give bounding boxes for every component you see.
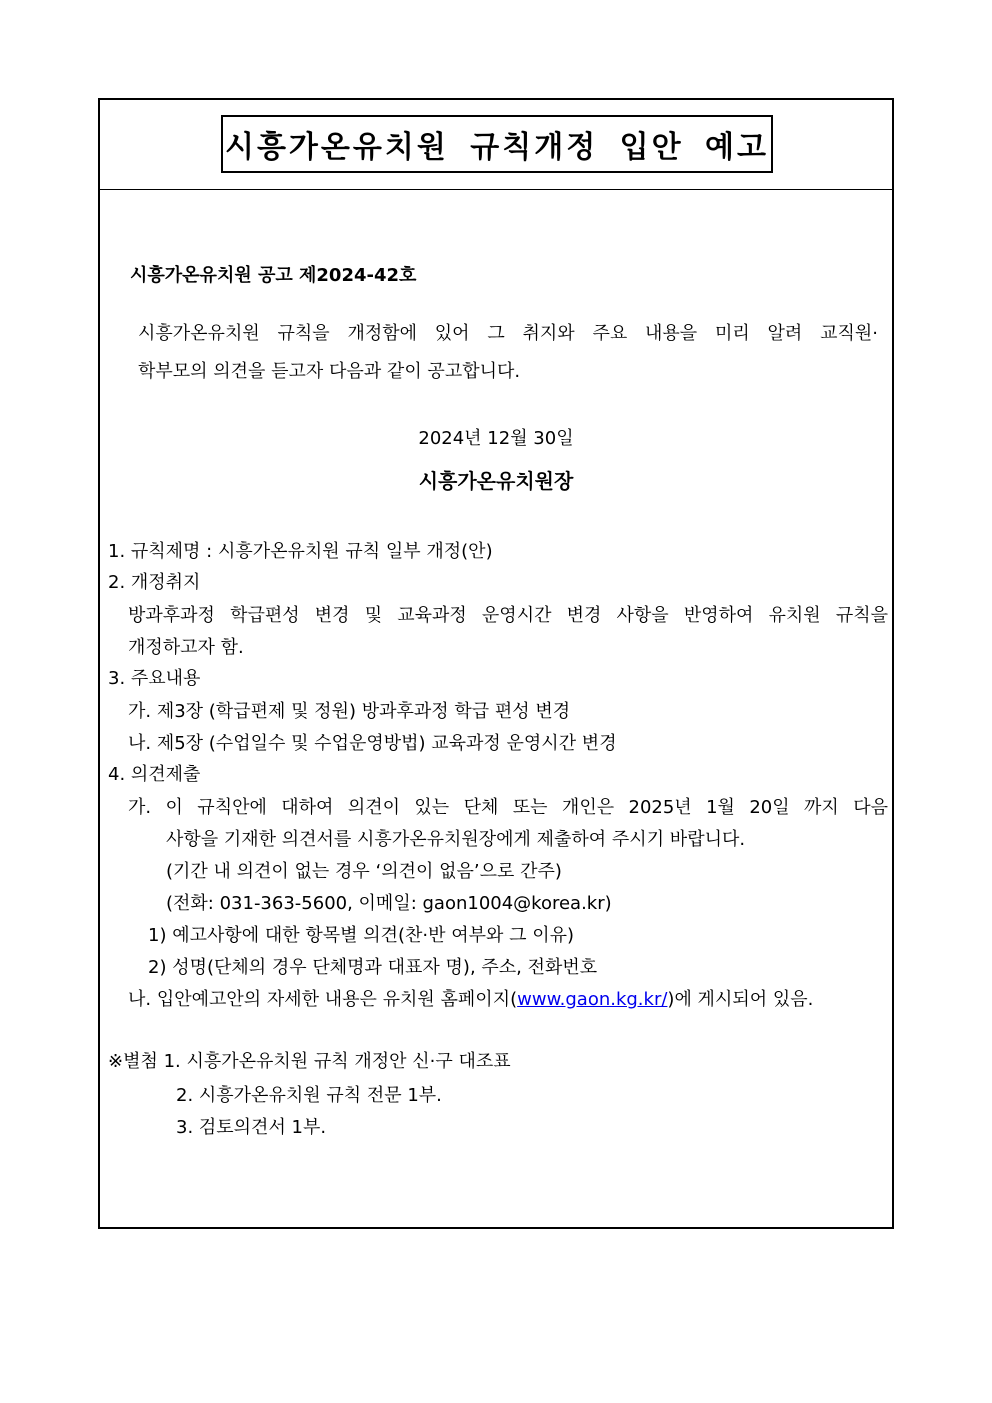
page-title: 시흥가온유치원 규칙개정 입안 예고 <box>224 130 770 165</box>
notice-number: 시흥가온유치원 공고 제2024-42호 <box>130 265 417 286</box>
section-3-item-1: 가. 제3장 (학급편제 및 정원) 방과후과정 학급 편성 변경 <box>128 701 571 722</box>
intro-line-2: 학부모의 의견을 듣고자 다음과 같이 공고합니다. <box>138 361 521 382</box>
attachment-3: 3. 검토의견서 1부. <box>176 1117 327 1138</box>
section-3-item-2: 나. 제5장 (수업일수 및 수업운영방법) 교육과정 운영시간 변경 <box>128 733 617 754</box>
notice-date: 2024년 12월 30일 <box>418 428 574 449</box>
intro-line-1: 시흥가온유치원 규칙을 개정함에 있어 그 취지와 주요 내용을 미리 알려 교직원· <box>138 323 878 344</box>
section-4-ga-line-4: (전화: 031-363-5600, 이메일: gaon1004@korea.kr) <box>166 893 612 914</box>
attachment-1: ※별첨 1. 시흥가온유치원 규칙 개정안 신·구 대조표 <box>108 1051 511 1072</box>
title-box <box>221 115 773 173</box>
section-4-ga-line-1: 가. 이 규칙안에 대하여 의견이 있는 단체 또는 개인은 2025년 1월 20일 까지 다음 <box>128 797 888 818</box>
header-divider <box>100 189 892 190</box>
homepage-link[interactable]: www.gaon.kg.kr/ <box>517 989 668 1010</box>
section-4-sub-item-2: 2) 성명(단체의 경우 단체명과 대표자 명), 주소, 전화번호 <box>148 957 598 978</box>
section-4-ga-line-2: 사항을 기재한 의견서를 시흥가온유치원장에게 제출하여 주시기 바랍니다. <box>166 829 746 850</box>
section-2-body-line-2: 개정하고자 함. <box>128 637 244 658</box>
section-4-na-suffix: )에 게시되어 있음. <box>667 989 814 1010</box>
section-4-na-line <box>128 988 813 1012</box>
section-2-body-line-1: 방과후과정 학급편성 변경 및 교육과정 운영시간 변경 사항을 반영하여 유치원 규칙을 <box>128 605 888 626</box>
section-1-title: 1. 규칙제명 : 시흥가온유치원 규칙 일부 개정(안) <box>108 541 493 562</box>
section-4-na-prefix: 나. 입안예고안의 자세한 내용은 유치원 홈페이지( <box>128 989 518 1010</box>
attachment-2: 2. 시흥가온유치원 규칙 전문 1부. <box>176 1085 442 1106</box>
section-2-heading: 2. 개정취지 <box>108 572 201 593</box>
document-frame <box>98 98 894 1229</box>
signer: 시흥가온유치원장 <box>418 469 574 493</box>
section-4-sub-item-1: 1) 예고사항에 대한 항목별 의견(찬·반 여부와 그 이유) <box>148 925 575 946</box>
section-4-heading: 4. 의견제출 <box>108 764 201 785</box>
section-3-heading: 3. 주요내용 <box>108 668 201 689</box>
section-4-ga-line-3: (기간 내 의견이 없는 경우 ‘의견이 없음’으로 간주) <box>166 861 562 882</box>
